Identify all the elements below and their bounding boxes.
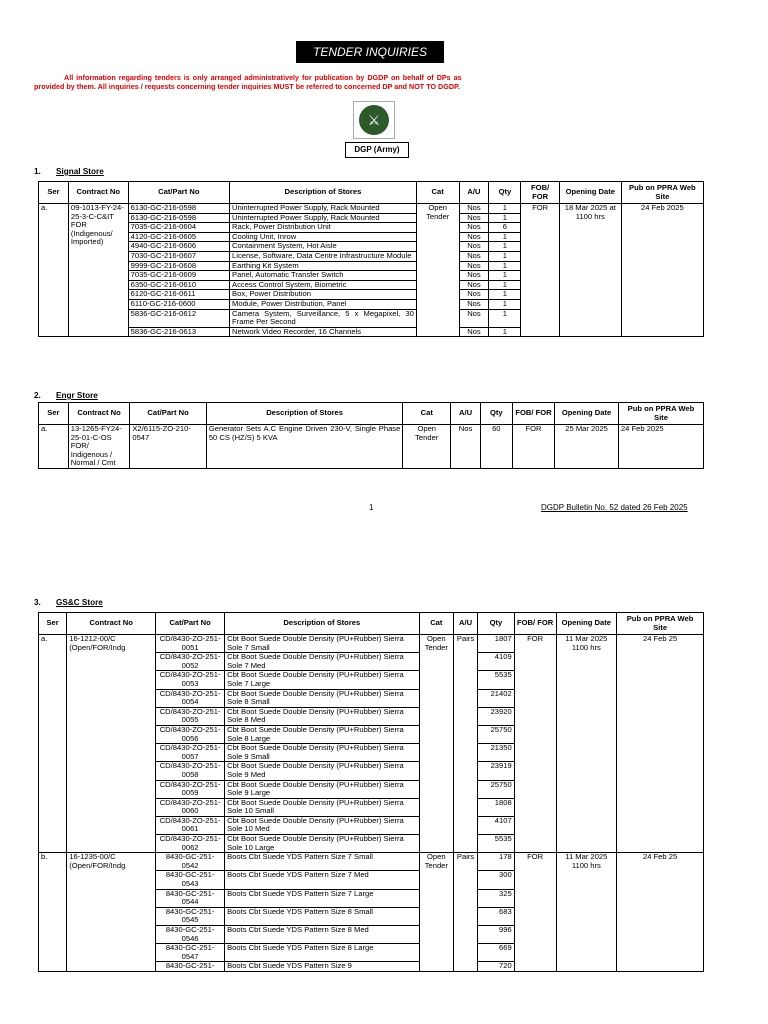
cell-au: Nos xyxy=(459,299,489,309)
cell-part: 8430-GC-251-0543 xyxy=(156,871,225,889)
cell-au: Nos xyxy=(459,251,489,261)
cell-qty: 23919 xyxy=(478,762,515,780)
section-number: 3. xyxy=(34,598,41,607)
cell-qty: 4109 xyxy=(478,653,515,671)
col-desc: Description of Stores xyxy=(230,182,417,204)
cell-part: CD/8430-ZO-251-0054 xyxy=(156,689,225,707)
cell-qty: 1 xyxy=(489,290,521,300)
cell-part: 6110-GC-216-0600 xyxy=(128,299,229,309)
cell-desc: Containment System, Hot Aisle xyxy=(230,242,417,252)
cell-cat: Open Tender xyxy=(416,204,459,337)
cell-ser: a. xyxy=(39,635,67,853)
cell-desc: Generator Sets A.C Engine Driven 230-V, Single Phase 50 CS (HZ/S) 5 KVA xyxy=(206,425,403,469)
table-row xyxy=(39,853,704,871)
cell-qty: 1 xyxy=(489,242,521,252)
cell-desc: Cbt Boot Suede Double Density (PU+Rubber) Sierra Sole 7 Med xyxy=(225,653,419,671)
col-desc: Description of Stores xyxy=(206,403,403,425)
col-ser: Ser xyxy=(39,182,69,204)
table-row xyxy=(39,204,704,214)
cell-desc: Access Control System, Biometric xyxy=(230,280,417,290)
cell-pub: 24 Feb 2025 xyxy=(618,425,703,469)
cell-part: 6130-GC-216-0598 xyxy=(128,213,229,223)
cell-au: Nos xyxy=(459,242,489,252)
cell-qty: 21402 xyxy=(478,689,515,707)
cell-pub: 24 Feb 25 xyxy=(617,853,704,972)
cell-part: CD/8430-ZO-251-0058 xyxy=(156,762,225,780)
section-heading-engr xyxy=(34,391,98,400)
cell-ser: a. xyxy=(39,425,69,469)
col-au: A/U xyxy=(459,182,489,204)
cell-au: Nos xyxy=(459,204,489,214)
col-fob: FOB/ FOR xyxy=(514,613,556,635)
cell-part: CD/8430-ZO-251-0060 xyxy=(156,798,225,816)
cell-cat: Open Tender xyxy=(419,635,454,853)
col-cat: Cat xyxy=(419,613,454,635)
cell-part: 5836-GC-216-0612 xyxy=(128,309,229,327)
cell-desc: Network Video Recorder, 16 Channels xyxy=(230,327,417,337)
col-cat-part: Cat/Part No xyxy=(130,403,206,425)
cell-au: Pairs xyxy=(454,635,478,853)
cell-qty: 1 xyxy=(489,309,521,327)
cell-ser: a. xyxy=(39,204,69,337)
col-pub: Pub on PPRA Web Site xyxy=(618,403,703,425)
cell-desc: Module, Power Distribution, Panel xyxy=(230,299,417,309)
cell-desc: Boots Cbt Suede YDS Pattern Size 7 Large xyxy=(225,889,419,907)
cell-qty: 5535 xyxy=(478,671,515,689)
cell-au: Nos xyxy=(459,309,489,327)
cell-part: CD/8430-ZO-251-0062 xyxy=(156,835,225,853)
cell-desc: Cbt Boot Suede Double Density (PU+Rubber) Sierra Sole 8 Med xyxy=(225,707,419,725)
gsc-store-table xyxy=(38,612,704,972)
cell-desc: Cbt Boot Suede Double Density (PU+Rubber) Sierra Sole 8 Small xyxy=(225,689,419,707)
cell-cat: Open Tender xyxy=(419,853,454,972)
col-au: A/U xyxy=(454,613,478,635)
cell-qty: 720 xyxy=(478,962,515,972)
cell-desc: Cbt Boot Suede Double Density (PU+Rubber) Sierra Sole 7 Small xyxy=(225,635,419,653)
cell-qty: 1 xyxy=(489,213,521,223)
table-row xyxy=(39,635,704,653)
cell-opening: 11 Mar 2025 1100 hrs xyxy=(556,853,617,972)
cell-opening: 18 Mar 2025 at 1100 hrs xyxy=(559,204,621,337)
cell-part: 6130-GC-216-0598 xyxy=(128,204,229,214)
cell-fob: FOR xyxy=(512,425,554,469)
cell-desc: Panel, Automatic Transfer Switch xyxy=(230,271,417,281)
col-fob: FOB/ FOR xyxy=(512,403,554,425)
col-au: A/U xyxy=(451,403,481,425)
cell-desc: License, Software, Data Centre Infrastructure Module xyxy=(230,251,417,261)
cell-opening: 25 Mar 2025 xyxy=(555,425,619,469)
cell-part: CD/8430-ZO-251-0056 xyxy=(156,725,225,743)
cell-qty: 1 xyxy=(489,232,521,242)
cell-part: X2/6115-ZO-210-0547 xyxy=(130,425,206,469)
cell-part: 8430-GC-251-0546 xyxy=(156,926,225,944)
notice-text xyxy=(34,73,714,91)
cell-desc: Cooling Unit, Inrow xyxy=(230,232,417,242)
cell-au: Nos xyxy=(459,261,489,271)
cell-part: CD/8430-ZO-251-0057 xyxy=(156,744,225,762)
page-number: 1 xyxy=(369,503,374,512)
cell-desc: Box, Power Distribution xyxy=(230,290,417,300)
col-opening: Opening Date xyxy=(555,403,619,425)
dgp-label: DGP (Army) xyxy=(345,142,409,158)
cell-desc: Uninterrupted Power Supply, Rack Mounted xyxy=(230,213,417,223)
col-contract: Contract No xyxy=(68,182,128,204)
cell-desc: Uninterrupted Power Supply, Rack Mounted xyxy=(230,204,417,214)
signal-store-table xyxy=(38,181,704,337)
cell-au: Nos xyxy=(459,290,489,300)
cell-part: 8430-GC-251- xyxy=(156,962,225,972)
col-opening: Opening Date xyxy=(559,182,621,204)
cell-qty: 1 xyxy=(489,299,521,309)
cell-qty: 6 xyxy=(489,223,521,233)
cell-contract: 13-1265-FY24-25-01-C-OS FOR/ Indigenous / Normal / Cmt xyxy=(68,425,130,469)
cell-part: CD/8430-ZO-251-0061 xyxy=(156,816,225,834)
cell-opening: 11 Mar 2025 1100 hrs xyxy=(556,635,617,853)
army-emblem-icon: ⚔ xyxy=(359,105,389,135)
bulletin-reference: DGDP Bulletin No. 52 dated 26 Feb 2025 xyxy=(541,503,688,512)
cell-qty: 1 xyxy=(489,327,521,337)
section-number: 2. xyxy=(34,391,41,400)
cell-qty: 300 xyxy=(478,871,515,889)
col-qty: Qty xyxy=(478,613,515,635)
col-cat: Cat xyxy=(416,182,459,204)
cell-desc: Earthing Kit System xyxy=(230,261,417,271)
cell-qty: 1808 xyxy=(478,798,515,816)
cell-au: Nos xyxy=(459,327,489,337)
cell-fob: FOR xyxy=(514,853,556,972)
cell-contract: 09-1013-FY-24-25-3-C-C&IT FOR (Indigenous/ Imported) xyxy=(68,204,128,337)
col-ser: Ser xyxy=(39,403,69,425)
cell-part: CD/8430-ZO-251-0052 xyxy=(156,653,225,671)
cell-desc: Cbt Boot Suede Double Density (PU+Rubber) Sierra Sole 7 Large xyxy=(225,671,419,689)
cell-qty: 60 xyxy=(480,425,512,469)
cell-cat: Open Tender xyxy=(403,425,451,469)
cell-desc: Cbt Boot Suede Double Density (PU+Rubber) Sierra Sole 9 Med xyxy=(225,762,419,780)
cell-part: 8430-GC-251-0545 xyxy=(156,907,225,925)
cell-part: 9999-GC-216-0608 xyxy=(128,261,229,271)
cell-desc: Cbt Boot Suede Double Density (PU+Rubber) Sierra Sole 9 Large xyxy=(225,780,419,798)
cell-qty: 1807 xyxy=(478,635,515,653)
cell-au: Nos xyxy=(459,213,489,223)
col-cat-part: Cat/Part No xyxy=(128,182,229,204)
cell-part: 6120-GC-216-0611 xyxy=(128,290,229,300)
cell-fob: FOR xyxy=(521,204,559,337)
cell-contract: 16-1235-00/C (Open/FOR/Indg xyxy=(67,853,156,972)
page-title: TENDER INQUIRIES xyxy=(296,41,444,63)
section-name: GS&C Store xyxy=(56,598,103,607)
cell-desc: Boots Cbt Suede YDS Pattern Size 9 xyxy=(225,962,419,972)
cell-qty: 21350 xyxy=(478,744,515,762)
col-cat-part: Cat/Part No xyxy=(156,613,225,635)
col-ser: Ser xyxy=(39,613,67,635)
cell-au: Pairs xyxy=(454,853,478,972)
cell-qty: 25750 xyxy=(478,780,515,798)
col-cat: Cat xyxy=(403,403,451,425)
cell-part: 7035-GC-216-0604 xyxy=(128,223,229,233)
section-heading-signal xyxy=(34,167,104,176)
col-contract: Contract No xyxy=(68,403,130,425)
cell-part: 4120-GC-216-0605 xyxy=(128,232,229,242)
section-number: 1. xyxy=(34,167,41,176)
cell-qty: 5535 xyxy=(478,835,515,853)
cell-au: Nos xyxy=(459,223,489,233)
table-row xyxy=(39,425,704,469)
cell-desc: Cbt Boot Suede Double Density (PU+Rubber) Sierra Sole 9 Small xyxy=(225,744,419,762)
cell-part: 7035-GC-216-0609 xyxy=(128,271,229,281)
cell-part: CD/8430-ZO-251-0059 xyxy=(156,780,225,798)
cell-desc: Cbt Boot Suede Double Density (PU+Rubber) Sierra Sole 10 Med xyxy=(225,816,419,834)
col-opening: Opening Date xyxy=(556,613,617,635)
cell-desc: Rack, Power Distribution Unit xyxy=(230,223,417,233)
section-name: Engr Store xyxy=(56,391,98,400)
col-fob: FOB/ FOR xyxy=(521,182,559,204)
cell-part: 6350-GC-216-0610 xyxy=(128,280,229,290)
col-pub: Pub on PPRA Web Site xyxy=(617,613,704,635)
cell-ser: b. xyxy=(39,853,67,972)
cell-desc: Boots Cbt Suede YDS Pattern Size 7 Small xyxy=(225,853,419,871)
cell-part: CD/8430-ZO-251-0053 xyxy=(156,671,225,689)
cell-qty: 669 xyxy=(478,944,515,962)
cell-qty: 1 xyxy=(489,261,521,271)
cell-pub: 24 Feb 25 xyxy=(617,635,704,853)
col-qty: Qty xyxy=(480,403,512,425)
cell-desc: Cbt Boot Suede Double Density (PU+Rubber) Sierra Sole 10 Large xyxy=(225,835,419,853)
col-pub: Pub on PPRA Web Site xyxy=(621,182,703,204)
cell-part: 7030-GC-216-0607 xyxy=(128,251,229,261)
cell-desc: Cbt Boot Suede Double Density (PU+Rubber) Sierra Sole 8 Large xyxy=(225,725,419,743)
cell-part: CD/8430-ZO-251-0055 xyxy=(156,707,225,725)
cell-qty: 1 xyxy=(489,251,521,261)
cell-qty: 23920 xyxy=(478,707,515,725)
notice-line-1: All information regarding tenders is only arranged administratively for publication by DGDP on behalf of DPs as xyxy=(64,73,462,82)
col-contract: Contract No xyxy=(67,613,156,635)
cell-part: 4940-GC-216-0606 xyxy=(128,242,229,252)
section-name: Signal Store xyxy=(56,167,104,176)
cell-qty: 178 xyxy=(478,853,515,871)
cell-qty: 996 xyxy=(478,926,515,944)
cell-desc: Boots Cbt Suede YDS Pattern Size 8 Small xyxy=(225,907,419,925)
cell-desc: Boots Cbt Suede YDS Pattern Size 7 Med xyxy=(225,871,419,889)
cell-desc: Boots Cbt Suede YDS Pattern Size 8 Large xyxy=(225,944,419,962)
col-qty: Qty xyxy=(489,182,521,204)
cell-qty: 683 xyxy=(478,907,515,925)
cell-desc: Boots Cbt Suede YDS Pattern Size 8 Med xyxy=(225,926,419,944)
cell-au: Nos xyxy=(459,280,489,290)
col-desc: Description of Stores xyxy=(225,613,419,635)
engr-store-table xyxy=(38,402,704,469)
cell-part: 8430-GC-251-0544 xyxy=(156,889,225,907)
section-heading-gsc xyxy=(34,598,103,607)
cell-fob: FOR xyxy=(514,635,556,853)
cell-qty: 4107 xyxy=(478,816,515,834)
cell-desc: Cbt Boot Suede Double Density (PU+Rubber) Sierra Sole 10 Small xyxy=(225,798,419,816)
cell-part: 8430-GC-251-0547 xyxy=(156,944,225,962)
cell-au: Nos xyxy=(459,271,489,281)
cell-qty: 1 xyxy=(489,280,521,290)
cell-desc: Camera System, Surveillance, 5 x Megapixel, 30 Frame Per Second xyxy=(230,309,417,327)
cell-qty: 325 xyxy=(478,889,515,907)
cell-qty: 25750 xyxy=(478,725,515,743)
notice-line-2: provided by them. All inquiries / requests concerning tender inquiries MUST be referred to concerned DP and NOT TO DGDP. xyxy=(34,82,460,91)
cell-part: 5836-GC-216-0613 xyxy=(128,327,229,337)
cell-part: CD/8430-ZO-251-0051 xyxy=(156,635,225,653)
cell-contract: 16-1212-00/C (Open/FOR/Indg xyxy=(67,635,156,853)
cell-part: 8430-GC-251-0542 xyxy=(156,853,225,871)
cell-au: Nos xyxy=(459,232,489,242)
cell-qty: 1 xyxy=(489,271,521,281)
dgp-army-logo xyxy=(353,101,395,139)
cell-qty: 1 xyxy=(489,204,521,214)
cell-pub: 24 Feb 2025 xyxy=(621,204,703,337)
cell-au: Nos xyxy=(451,425,481,469)
